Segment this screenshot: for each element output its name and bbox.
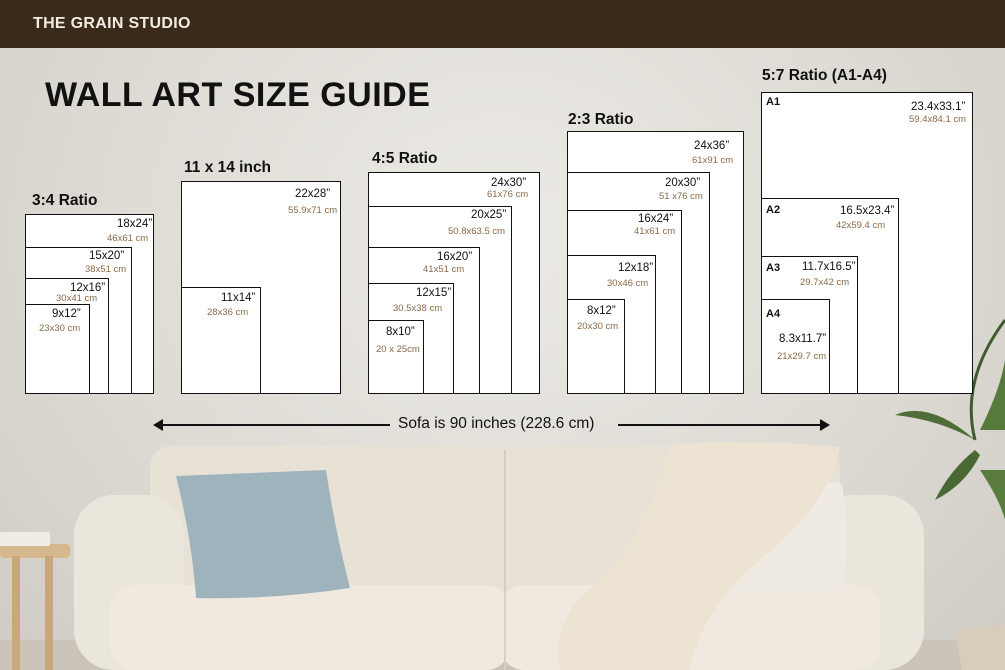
cm-label: 21x29.7 cm <box>777 351 827 362</box>
size-label: 22x28” <box>295 188 331 200</box>
size-label: 23.4x33.1” <box>911 101 966 113</box>
size-label: 11.7x16.5” <box>802 261 856 273</box>
size-label: 11x14” <box>221 292 256 304</box>
cm-label: 29.7x42 cm <box>800 277 850 288</box>
cm-label: 61x91 cm <box>692 155 734 166</box>
measure-line-right <box>618 424 822 426</box>
cm-label: 30x46 cm <box>607 278 649 289</box>
paper-label: A2 <box>766 204 781 216</box>
size-label: 12x16” <box>70 282 106 294</box>
size-label: 24x36” <box>694 140 730 152</box>
size-label: 8x12” <box>587 305 616 317</box>
group-title: 11 x 14 inch <box>184 159 272 176</box>
group-title: 2:3 Ratio <box>568 111 634 128</box>
sofa-width-note: Sofa is 90 inches (228.6 cm) <box>398 415 595 432</box>
size-label: 24x30” <box>491 177 527 189</box>
cm-label: 20 x 25cm <box>376 344 420 355</box>
cm-label: 28x36 cm <box>207 307 249 318</box>
group-title: 4:5 Ratio <box>372 150 438 167</box>
cm-label: 59.4x84.1 cm <box>909 114 967 125</box>
top-bar <box>0 0 1005 48</box>
size-label: 12x18” <box>618 262 654 274</box>
paper-label: A1 <box>766 96 781 108</box>
cm-label: 38x51 cm <box>85 264 127 275</box>
cm-label: 41x61 cm <box>634 226 676 237</box>
size-label: 20x25” <box>471 209 507 221</box>
cm-label: 42x59.4 cm <box>836 220 886 231</box>
cm-label: 46x61 cm <box>107 233 149 244</box>
size-label: 9x12” <box>52 308 81 320</box>
cm-label: 30x41 cm <box>56 293 98 304</box>
cm-label: 23x30 cm <box>39 323 81 334</box>
group-title: 5:7 Ratio (A1-A4) <box>762 67 887 84</box>
size-label: 20x30” <box>665 177 701 189</box>
cm-label: 50.8x63.5 cm <box>448 226 506 237</box>
size-label: 15x20” <box>89 250 125 262</box>
blue-pillow <box>176 470 350 598</box>
size-label: 12x15” <box>416 287 452 299</box>
cm-label: 20x30 cm <box>577 321 619 332</box>
cm-label: 51 x76 cm <box>659 191 703 202</box>
paper-label: A4 <box>766 308 781 320</box>
size-label: 16x20” <box>437 251 473 263</box>
brand-name: THE GRAIN STUDIO <box>33 15 191 32</box>
cm-label: 55.9x71 cm <box>288 205 338 216</box>
arrow-right-icon <box>820 419 830 431</box>
size-label: 16x24” <box>638 213 674 225</box>
size-label: 8.3x11.7” <box>779 333 827 345</box>
cm-label: 41x51 cm <box>423 264 465 275</box>
cm-label: 30.5x38 cm <box>393 303 443 314</box>
group-title: 3:4 Ratio <box>32 192 98 209</box>
measure-line-left <box>160 424 390 426</box>
size-label: 18x24” <box>117 218 153 230</box>
size-label: 16.5x23.4” <box>840 205 895 217</box>
size-label: 8x10” <box>386 326 415 338</box>
page-title: WALL ART SIZE GUIDE <box>45 76 431 114</box>
paper-label: A3 <box>766 262 781 274</box>
cm-label: 61x76 cm <box>487 189 529 200</box>
